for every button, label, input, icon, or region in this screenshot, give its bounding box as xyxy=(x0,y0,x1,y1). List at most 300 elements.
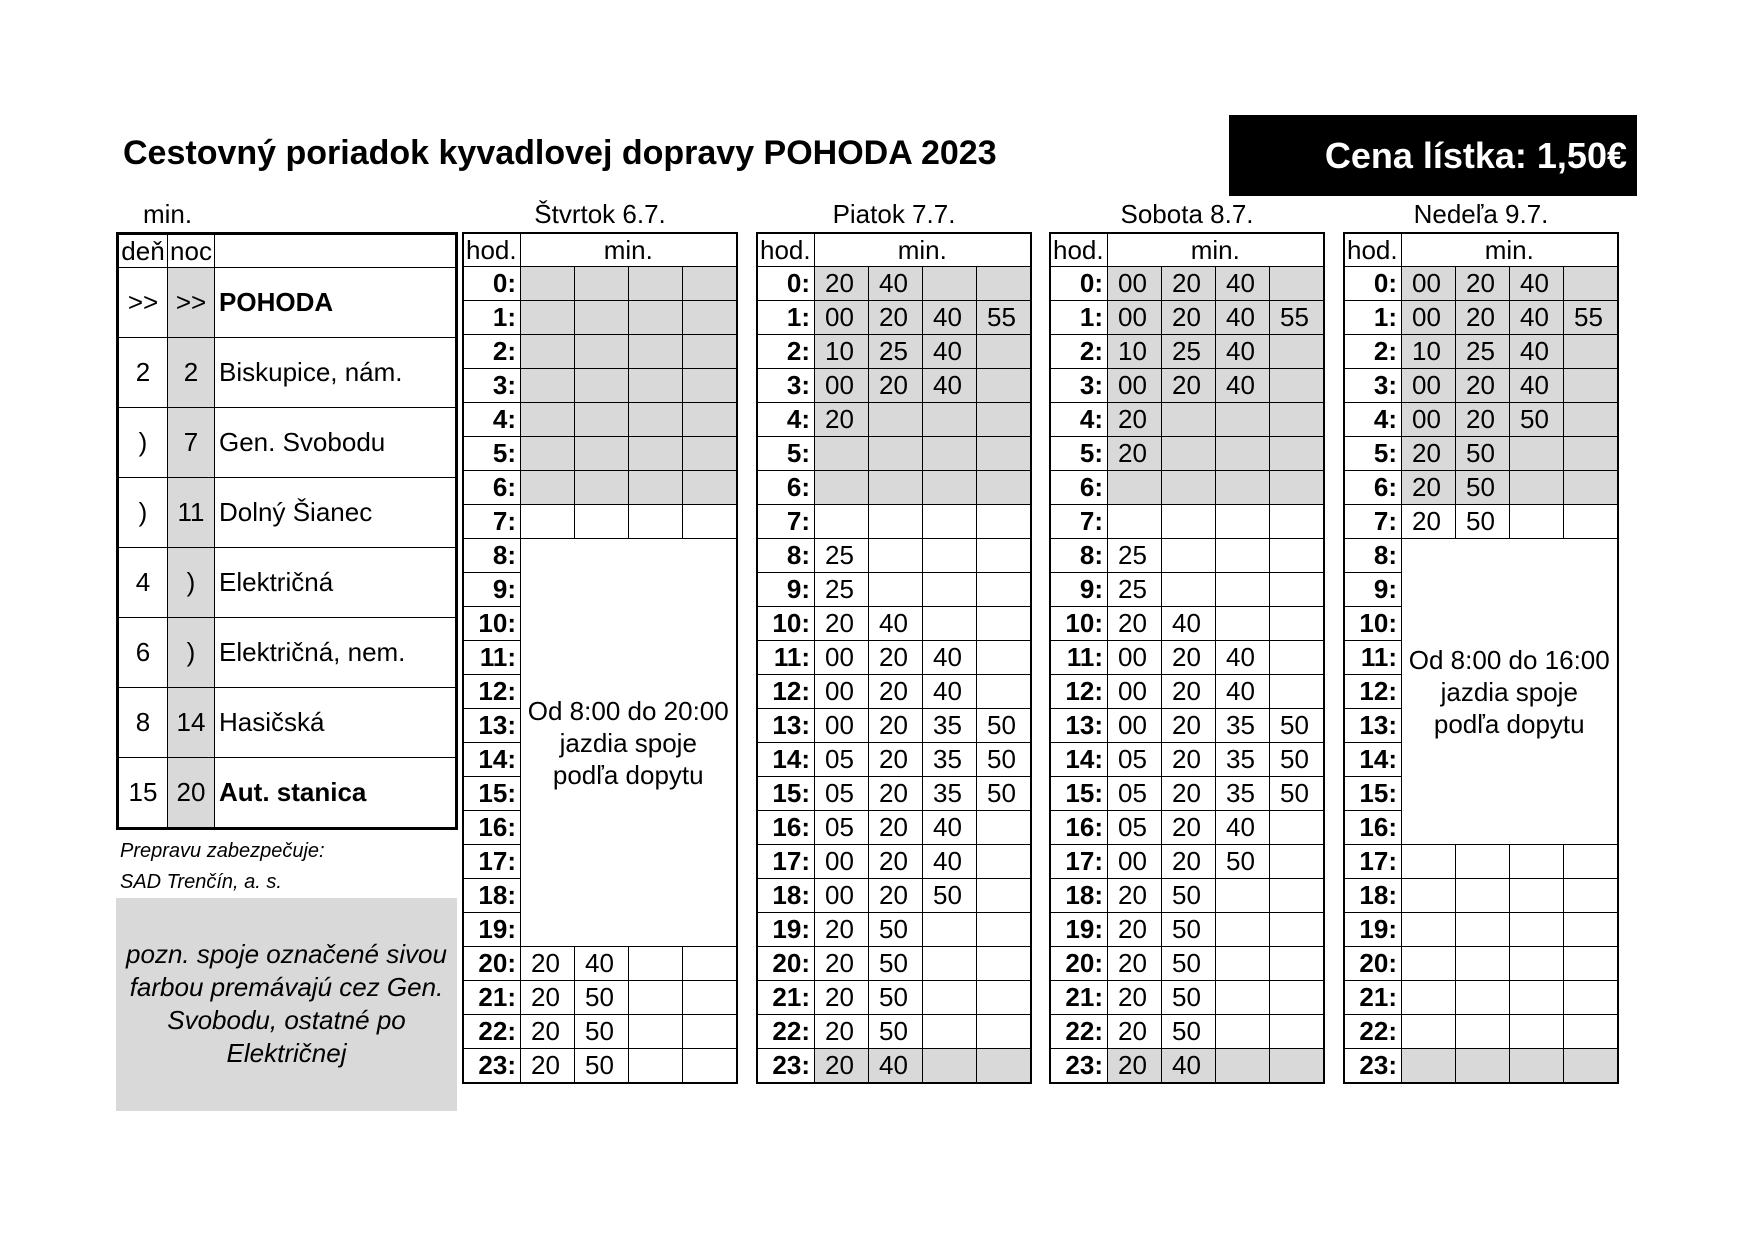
minute-cell xyxy=(923,267,977,301)
hour-cell: 14: xyxy=(1344,743,1402,777)
day-timetable xyxy=(1343,232,1619,1084)
minute-cell: 25 xyxy=(869,335,923,369)
minute-cell: 20 xyxy=(815,403,869,437)
minute-cell: 40 xyxy=(869,607,923,641)
minute-cell xyxy=(1270,845,1324,879)
minute-cell: 20 xyxy=(1456,369,1510,403)
minute-cell: 50 xyxy=(1270,709,1324,743)
minute-cell: 20 xyxy=(1108,913,1162,947)
hour-row xyxy=(757,675,1031,709)
minute-cell: 50 xyxy=(977,743,1031,777)
hour-row xyxy=(757,913,1031,947)
hour-row xyxy=(1050,981,1324,1015)
minute-cell: 40 xyxy=(1216,267,1270,301)
hour-cell: 18: xyxy=(463,879,521,913)
minute-cell: 00 xyxy=(1108,369,1162,403)
minute-cell xyxy=(1564,981,1618,1015)
hour-cell: 18: xyxy=(1050,879,1108,913)
stop-noc-minutes: 20 xyxy=(168,758,215,829)
hour-cell: 13: xyxy=(1344,709,1402,743)
minute-cell: 35 xyxy=(1216,709,1270,743)
stop-noc-minutes: ) xyxy=(168,548,215,618)
hour-cell: 21: xyxy=(1344,981,1402,1015)
hour-row xyxy=(1050,743,1324,777)
minute-cell xyxy=(1270,675,1324,709)
minute-cell: 50 xyxy=(1510,403,1564,437)
hour-row xyxy=(1344,981,1618,1015)
minute-cell: 50 xyxy=(869,913,923,947)
minute-cell xyxy=(1510,947,1564,981)
minute-cell xyxy=(1270,369,1324,403)
minute-cell xyxy=(923,607,977,641)
minute-cell: 20 xyxy=(521,981,575,1015)
minute-cell xyxy=(923,1015,977,1049)
hour-cell: 15: xyxy=(463,777,521,811)
minute-cell: 50 xyxy=(1270,743,1324,777)
hour-cell: 16: xyxy=(1344,811,1402,845)
hour-cell: 9: xyxy=(757,573,815,607)
hour-cell: 13: xyxy=(757,709,815,743)
hour-cell: 18: xyxy=(1344,879,1402,913)
stop-row xyxy=(118,758,457,829)
minute-cell xyxy=(923,539,977,573)
hour-cell: 7: xyxy=(1344,505,1402,539)
minute-cell: 20 xyxy=(1162,641,1216,675)
minute-cell: 20 xyxy=(1162,845,1216,879)
minute-cell xyxy=(575,471,629,505)
minute-cell xyxy=(683,1015,737,1049)
minute-cell xyxy=(1510,845,1564,879)
hour-row xyxy=(1050,947,1324,981)
on-demand-note: Od 8:00 do 16:00 jazdia spoje podľa dopytu xyxy=(1402,539,1618,845)
hour-cell: 10: xyxy=(757,607,815,641)
minute-cell xyxy=(1270,573,1324,607)
minute-cell: 00 xyxy=(1402,369,1456,403)
hour-cell: 1: xyxy=(757,301,815,335)
minute-cell xyxy=(683,471,737,505)
minute-cell: 20 xyxy=(1456,267,1510,301)
hour-cell: 4: xyxy=(757,403,815,437)
hour-cell: 17: xyxy=(757,845,815,879)
minute-cell xyxy=(1402,1015,1456,1049)
hour-cell: 18: xyxy=(757,879,815,913)
stops-min-label: min. xyxy=(143,199,193,229)
hour-cell: 16: xyxy=(757,811,815,845)
hour-row xyxy=(1050,845,1324,879)
minute-cell: 40 xyxy=(1216,675,1270,709)
hour-cell: 0: xyxy=(1050,267,1108,301)
minute-cell xyxy=(1216,981,1270,1015)
hour-row xyxy=(463,471,737,505)
col-den-header: deň xyxy=(118,234,168,268)
minute-cell xyxy=(923,981,977,1015)
minute-cell: 20 xyxy=(869,777,923,811)
minute-cell: 50 xyxy=(869,1015,923,1049)
minute-cell: 20 xyxy=(1402,505,1456,539)
minute-cell xyxy=(977,505,1031,539)
hour-cell: 17: xyxy=(1344,845,1402,879)
minute-cell: 35 xyxy=(923,743,977,777)
hour-row xyxy=(757,947,1031,981)
minute-cell xyxy=(977,1049,1031,1084)
minute-cell xyxy=(1216,403,1270,437)
hour-cell: 2: xyxy=(757,335,815,369)
minute-cell: 10 xyxy=(1402,335,1456,369)
minute-cell xyxy=(683,301,737,335)
minute-cell: 10 xyxy=(815,335,869,369)
hour-cell: 12: xyxy=(1050,675,1108,709)
minute-cell xyxy=(977,1015,1031,1049)
hour-cell: 10: xyxy=(1344,607,1402,641)
hour-row xyxy=(757,1049,1031,1084)
hour-cell: 15: xyxy=(1344,777,1402,811)
minute-cell: 20 xyxy=(1108,1049,1162,1084)
minute-cell: 25 xyxy=(1456,335,1510,369)
hour-cell: 12: xyxy=(1344,675,1402,709)
minute-cell: 50 xyxy=(1162,879,1216,913)
minute-cell: 40 xyxy=(1510,301,1564,335)
minute-cell xyxy=(1564,505,1618,539)
hour-cell: 6: xyxy=(1344,471,1402,505)
minute-cell: 20 xyxy=(1456,403,1510,437)
minute-cell xyxy=(1402,845,1456,879)
hour-row xyxy=(757,845,1031,879)
minute-cell xyxy=(1510,1015,1564,1049)
hour-row xyxy=(1050,505,1324,539)
minute-cell xyxy=(629,471,683,505)
minute-cell xyxy=(1564,335,1618,369)
minute-cell xyxy=(683,1049,737,1084)
hour-row xyxy=(757,267,1031,301)
hour-row xyxy=(1050,709,1324,743)
minute-cell xyxy=(923,471,977,505)
hour-row xyxy=(1050,675,1324,709)
minute-cell xyxy=(1162,403,1216,437)
hour-row xyxy=(1344,1015,1618,1049)
minute-cell xyxy=(575,301,629,335)
minute-cell xyxy=(521,471,575,505)
hour-cell: 0: xyxy=(757,267,815,301)
minute-cell: 55 xyxy=(1564,301,1618,335)
minute-cell: 00 xyxy=(815,641,869,675)
hour-row xyxy=(1344,471,1618,505)
minute-cell: 40 xyxy=(575,947,629,981)
hour-row xyxy=(463,267,737,301)
minute-cell xyxy=(977,267,1031,301)
minute-cell: 20 xyxy=(815,1049,869,1084)
hour-row xyxy=(1050,539,1324,573)
minute-cell: 00 xyxy=(815,709,869,743)
stop-row xyxy=(118,478,457,548)
hour-cell: 5: xyxy=(1050,437,1108,471)
minute-cell xyxy=(1270,947,1324,981)
minute-cell: 20 xyxy=(869,301,923,335)
minute-cell xyxy=(1216,879,1270,913)
hour-cell: 2: xyxy=(1344,335,1402,369)
minute-cell xyxy=(1564,369,1618,403)
minute-cell: 20 xyxy=(869,879,923,913)
minute-cell xyxy=(1270,335,1324,369)
hour-cell: 12: xyxy=(757,675,815,709)
hour-cell: 22: xyxy=(1050,1015,1108,1049)
minutes-column-header: min. xyxy=(521,233,737,267)
minute-cell xyxy=(977,403,1031,437)
minute-cell xyxy=(629,335,683,369)
hour-cell: 15: xyxy=(757,777,815,811)
minute-cell xyxy=(1216,913,1270,947)
minute-cell: 05 xyxy=(815,777,869,811)
minute-cell: 50 xyxy=(1162,1015,1216,1049)
minute-cell: 20 xyxy=(1162,811,1216,845)
minute-cell: 20 xyxy=(1108,607,1162,641)
minute-cell xyxy=(923,403,977,437)
hour-cell: 10: xyxy=(463,607,521,641)
minute-cell: 40 xyxy=(923,335,977,369)
minute-cell: 00 xyxy=(1108,641,1162,675)
minute-cell: 20 xyxy=(1402,437,1456,471)
minute-cell: 05 xyxy=(1108,743,1162,777)
minute-cell xyxy=(1270,641,1324,675)
stops-table xyxy=(116,232,458,830)
hour-cell: 11: xyxy=(1344,641,1402,675)
hour-row xyxy=(1344,403,1618,437)
minute-cell xyxy=(575,437,629,471)
minute-cell xyxy=(629,437,683,471)
minute-cell: 20 xyxy=(815,913,869,947)
minute-cell xyxy=(1510,879,1564,913)
minute-cell xyxy=(1216,471,1270,505)
hour-row xyxy=(757,1015,1031,1049)
minute-cell xyxy=(1456,1049,1510,1084)
minute-cell xyxy=(977,539,1031,573)
hour-cell: 12: xyxy=(463,675,521,709)
stop-name: Gen. Svobodu xyxy=(215,408,457,478)
minute-cell xyxy=(1270,879,1324,913)
minute-cell xyxy=(1402,947,1456,981)
minute-cell xyxy=(521,369,575,403)
hour-cell: 20: xyxy=(757,947,815,981)
minute-cell: 20 xyxy=(869,709,923,743)
minute-cell xyxy=(1456,845,1510,879)
minute-cell: 40 xyxy=(923,369,977,403)
hour-cell: 17: xyxy=(1050,845,1108,879)
stop-name: POHODA xyxy=(215,268,457,338)
hour-row xyxy=(757,505,1031,539)
minute-cell: 20 xyxy=(1456,301,1510,335)
minute-cell xyxy=(629,403,683,437)
hour-cell: 14: xyxy=(757,743,815,777)
minute-cell xyxy=(521,403,575,437)
hour-row xyxy=(463,437,737,471)
stop-den-minutes: 2 xyxy=(118,338,168,408)
minute-cell xyxy=(1510,913,1564,947)
hour-cell: 7: xyxy=(1050,505,1108,539)
hour-cell: 1: xyxy=(1344,301,1402,335)
minute-cell: 00 xyxy=(815,369,869,403)
minute-cell xyxy=(977,947,1031,981)
hour-row xyxy=(1050,641,1324,675)
hour-cell: 2: xyxy=(463,335,521,369)
hour-cell: 22: xyxy=(463,1015,521,1049)
minute-cell: 20 xyxy=(869,641,923,675)
minute-cell: 50 xyxy=(575,1015,629,1049)
minute-cell: 40 xyxy=(923,641,977,675)
minute-cell xyxy=(977,641,1031,675)
minute-cell xyxy=(977,913,1031,947)
hour-cell: 11: xyxy=(463,641,521,675)
minute-cell: 20 xyxy=(1108,437,1162,471)
hour-cell: 3: xyxy=(757,369,815,403)
stop-name: Aut. stanica xyxy=(215,758,457,829)
minute-cell xyxy=(815,505,869,539)
hour-column-header: hod. xyxy=(1344,233,1402,267)
minute-cell: 20 xyxy=(1162,301,1216,335)
minute-cell: 40 xyxy=(1510,267,1564,301)
minute-cell xyxy=(977,811,1031,845)
stop-name: Biskupice, nám. xyxy=(215,338,457,408)
hour-cell: 9: xyxy=(463,573,521,607)
minute-cell xyxy=(521,335,575,369)
minute-cell: 00 xyxy=(1402,267,1456,301)
minute-cell: 40 xyxy=(869,1049,923,1084)
minute-cell xyxy=(869,403,923,437)
minute-cell: 00 xyxy=(1108,267,1162,301)
hour-row xyxy=(463,947,737,981)
minute-cell xyxy=(1402,1049,1456,1084)
minute-cell: 50 xyxy=(923,879,977,913)
minute-cell: 50 xyxy=(869,981,923,1015)
hour-column-header: hod. xyxy=(757,233,815,267)
minute-cell xyxy=(923,913,977,947)
minute-cell: 50 xyxy=(977,709,1031,743)
minute-cell: 20 xyxy=(1108,879,1162,913)
minute-cell xyxy=(1108,505,1162,539)
stop-name: Dolný Šianec xyxy=(215,478,457,548)
hour-row xyxy=(757,709,1031,743)
hour-cell: 14: xyxy=(463,743,521,777)
hour-cell: 5: xyxy=(1344,437,1402,471)
minute-cell: 00 xyxy=(1108,845,1162,879)
stop-noc-minutes: 11 xyxy=(168,478,215,548)
minute-cell: 40 xyxy=(923,301,977,335)
hour-row xyxy=(757,811,1031,845)
minute-cell xyxy=(1216,539,1270,573)
minute-cell xyxy=(977,437,1031,471)
hour-row xyxy=(757,743,1031,777)
hour-row xyxy=(757,573,1031,607)
minute-cell: 40 xyxy=(1216,369,1270,403)
hour-cell: 7: xyxy=(757,505,815,539)
minute-cell xyxy=(1564,845,1618,879)
hour-cell: 0: xyxy=(463,267,521,301)
minutes-column-header: min. xyxy=(1402,233,1618,267)
minute-cell xyxy=(1456,879,1510,913)
minute-cell: 20 xyxy=(869,369,923,403)
minute-cell: 40 xyxy=(1216,301,1270,335)
hour-row xyxy=(1050,437,1324,471)
hour-cell: 23: xyxy=(1344,1049,1402,1084)
hour-cell: 4: xyxy=(1344,403,1402,437)
stop-den-minutes: 4 xyxy=(118,548,168,618)
hour-cell: 15: xyxy=(1050,777,1108,811)
hour-row xyxy=(1050,777,1324,811)
hour-cell: 13: xyxy=(1050,709,1108,743)
hour-cell: 13: xyxy=(463,709,521,743)
stop-row xyxy=(118,548,457,618)
hour-row xyxy=(1344,505,1618,539)
minute-cell xyxy=(1564,267,1618,301)
day-heading: Piatok 7.7. xyxy=(832,199,956,229)
hour-cell: 16: xyxy=(463,811,521,845)
hour-row xyxy=(463,369,737,403)
minute-cell xyxy=(1564,947,1618,981)
minute-cell: 35 xyxy=(1216,777,1270,811)
minute-cell xyxy=(683,437,737,471)
hour-row xyxy=(1344,539,1618,573)
hour-cell: 3: xyxy=(463,369,521,403)
hour-cell: 16: xyxy=(1050,811,1108,845)
ticket-price-badge: Cena lístka: 1,50€ xyxy=(1229,115,1637,196)
minute-cell: 50 xyxy=(1162,981,1216,1015)
minute-cell xyxy=(1216,573,1270,607)
minute-cell: 55 xyxy=(1270,301,1324,335)
minute-cell: 40 xyxy=(1162,607,1216,641)
minute-cell xyxy=(1564,437,1618,471)
hour-row xyxy=(1344,879,1618,913)
minute-cell: 20 xyxy=(815,607,869,641)
minute-cell: 40 xyxy=(1216,335,1270,369)
hour-row xyxy=(757,539,1031,573)
day-timetable xyxy=(1049,232,1325,1084)
operator-label: Prepravu zabezpečuje: xyxy=(120,840,325,862)
minute-cell xyxy=(629,301,683,335)
minute-cell: 10 xyxy=(1108,335,1162,369)
day-timetable xyxy=(462,232,738,1084)
minute-cell: 20 xyxy=(1162,675,1216,709)
stop-row xyxy=(118,408,457,478)
minute-cell xyxy=(1456,913,1510,947)
minute-cell: 55 xyxy=(977,301,1031,335)
minute-cell xyxy=(977,879,1031,913)
minute-cell xyxy=(683,369,737,403)
minute-cell xyxy=(629,369,683,403)
minute-cell: 50 xyxy=(869,947,923,981)
day-timetable xyxy=(756,232,1032,1084)
hour-cell: 23: xyxy=(463,1049,521,1084)
minute-cell: 50 xyxy=(1216,845,1270,879)
hour-cell: 22: xyxy=(1344,1015,1402,1049)
minute-cell xyxy=(1162,505,1216,539)
hour-row xyxy=(1050,573,1324,607)
minute-cell xyxy=(977,573,1031,607)
hour-cell: 20: xyxy=(1344,947,1402,981)
hour-cell: 7: xyxy=(463,505,521,539)
minute-cell xyxy=(1456,1015,1510,1049)
minute-cell: 35 xyxy=(923,777,977,811)
hour-cell: 6: xyxy=(1050,471,1108,505)
stop-den-minutes: 15 xyxy=(118,758,168,829)
stop-name: Električná xyxy=(215,548,457,618)
day-heading: Štvrtok 6.7. xyxy=(534,199,666,229)
hour-row xyxy=(757,777,1031,811)
minute-cell xyxy=(1564,1049,1618,1084)
hour-cell: 9: xyxy=(1344,573,1402,607)
minute-cell xyxy=(1564,403,1618,437)
hour-cell: 21: xyxy=(1050,981,1108,1015)
minute-cell xyxy=(1270,1049,1324,1084)
minute-cell: 00 xyxy=(1402,301,1456,335)
minute-cell xyxy=(869,471,923,505)
